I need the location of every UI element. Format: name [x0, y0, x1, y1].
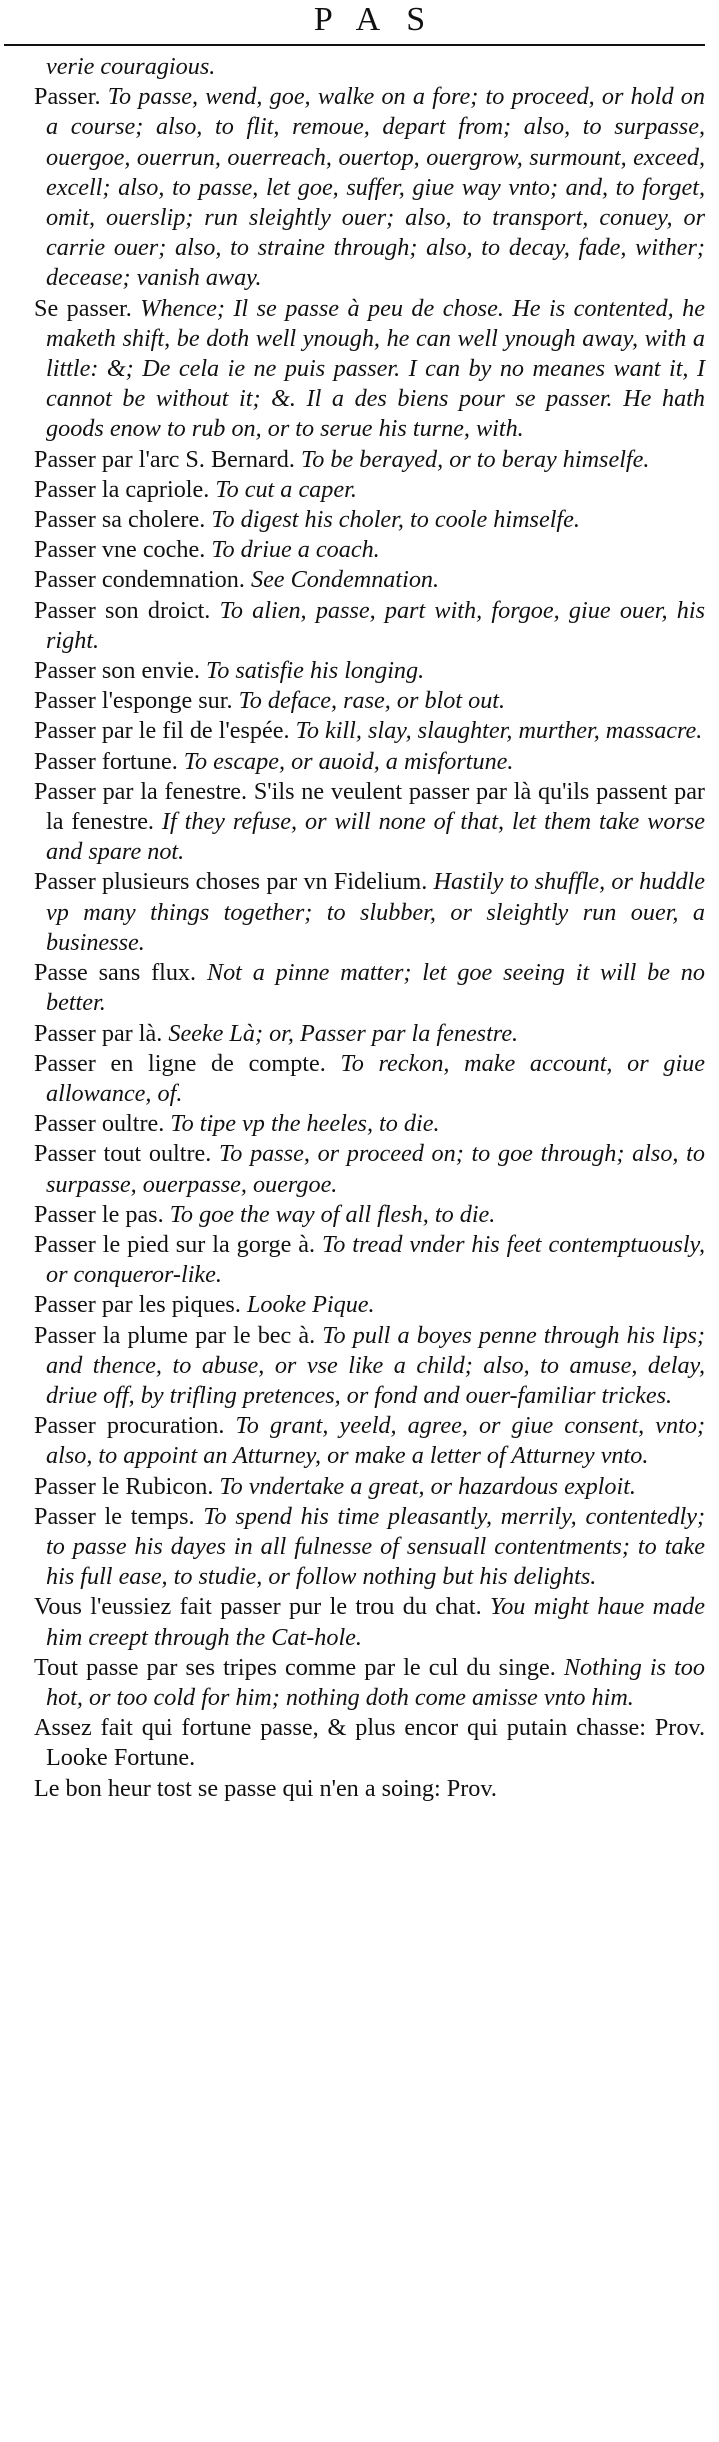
entry-headword: Passer par les piques.	[34, 1291, 241, 1319]
dictionary-entry	[34, 1019, 705, 1049]
entry-gloss: To spend his time pleasantly, merrily, contentedly; to passe his dayes in all fulnesse of sensuall contentments; to take his full ease, to studie, or follow nothing but his delights.	[46, 1502, 705, 1591]
dictionary-entry	[34, 686, 705, 716]
header-rule	[4, 44, 705, 46]
entry-gloss: See Condemnation.	[244, 566, 440, 594]
entry-gloss: Whence; Il se passe à peu de chose. He is contented, he maketh shift, be doth well ynough, he can well ynough away, with a little: &; De cela ie ne puis passer. I can by no meanes want it, I cannot be without it; &. Il a des biens pour se passer. He hath goods enow to rub on, or to serue his turne, with.	[46, 294, 705, 443]
entry-gloss: Hastily to shuffle, or huddle vp many things together; to slubber, or sleightly run ouer, a businesse.	[46, 868, 705, 956]
entry-headword: Passe sans flux.	[34, 959, 197, 987]
dictionary-entry	[34, 1139, 705, 1199]
entry-headword: Assez fait qui fortune passe, & plus encor qui putain chasse: Prov. Looke Fortune.	[34, 1714, 705, 1772]
entry-headword: Passer son droict.	[34, 596, 211, 624]
entry-gloss: To tipe vp the heeles, to die.	[164, 1110, 440, 1138]
entry-gloss: Not a pinne matter; let goe seeing it will be no better.	[46, 959, 705, 1017]
entry-gloss: If they refuse, or will none of that, let them take worse and spare not.	[46, 808, 706, 866]
entry-headword: Passer en ligne de compte.	[34, 1049, 326, 1077]
dictionary-entry	[34, 1472, 705, 1502]
running-head: PAS	[313, 1, 452, 38]
dictionary-entry	[34, 1592, 705, 1652]
entry-gloss: To grant, yeeld, agree, or giue consent, vnto; also, to appoint an Atturney, or make a letter of Atturney vnto.	[46, 1412, 705, 1470]
entry-headword: Se passer.	[34, 294, 132, 322]
entry-gloss: You might haue made him creept through the Cat-hole.	[46, 1593, 705, 1651]
dictionary-entry	[34, 1653, 705, 1713]
entry-gloss: To escape, or auoid, a misfortune.	[177, 747, 514, 775]
entry-headword: Passer l'esponge sur.	[34, 687, 233, 715]
dictionary-entry	[34, 1230, 705, 1290]
entry-gloss: To tread vnder his feet contemptuously, or conqueror-like.	[46, 1230, 705, 1289]
entry-gloss: To satisfie his longing.	[199, 657, 425, 685]
entry-headword: Passer par la fenestre. S'ils ne veulent passer par là qu'ils passent par la fenestre.	[34, 777, 705, 836]
entry-gloss: To goe the way of all flesh, to die.	[163, 1200, 496, 1228]
entry-gloss: To passe, wend, goe, walke on a fore; to proceed, or hold on a course; also, to flit, remoue, depart from; also, to surpasse, ouergoe, ouerrun, ouerreach, ouertop, ouergrow, surmount, exceed, excell; also, to passe, let goe, suffer, giue way vnto; and, to forget, omit, ouerslip; run sleightly ouer; also, to transport, conuey, or carrie ouer; also, to straine through; also, to decay, fade, wither; decease; vanish away.	[46, 83, 705, 292]
dictionary-entry	[34, 535, 705, 565]
entry-headword: Passer plusieurs choses par vn Fidelium.	[34, 868, 428, 896]
entry-gloss: To pull a boyes penne through his lips; and thence, to abuse, or vse like a child; also, to amuse, delay, driue off, by trifling pretences, or fond and ouer-familiar trickes.	[46, 1321, 705, 1409]
dictionary-entry	[34, 1713, 705, 1773]
entry-headword: Passer oultre.	[34, 1110, 165, 1138]
dictionary-entry	[34, 505, 705, 535]
dictionary-entry	[34, 1109, 705, 1139]
dictionary-entry	[34, 1049, 705, 1109]
entry-headword: Passer sa cholere.	[34, 506, 206, 534]
entry-headword: Tout passe par ses tripes comme par le cul du singe.	[34, 1653, 556, 1681]
dictionary-entry	[34, 1321, 705, 1412]
entry-gloss: Looke Pique.	[240, 1291, 375, 1319]
dictionary-entry	[34, 52, 705, 82]
dictionary-entry	[34, 1411, 705, 1471]
dictionary-entry	[34, 596, 705, 656]
entry-gloss: To kill, slay, slaughter, murther, massacre.	[289, 717, 703, 745]
dictionary-entry	[34, 565, 705, 595]
dictionary-entry	[34, 958, 705, 1018]
entry-headword: Passer.	[34, 83, 101, 111]
dictionary-entry	[34, 1774, 705, 1804]
entry-headword: Passer tout oultre.	[34, 1140, 212, 1168]
entry-headword: Passer vne coche.	[34, 536, 206, 564]
entry-headword: Passer la plume par le bec à.	[34, 1321, 316, 1349]
entry-gloss: To digest his choler, to coole himselfe.	[205, 506, 580, 534]
entry-gloss: To deface, rase, or blot out.	[232, 687, 506, 715]
entry-gloss: Seeke Là; or, Passer par la fenestre.	[162, 1019, 519, 1047]
entry-gloss: To driue a coach.	[205, 536, 380, 564]
entry-gloss: To vndertake a great, or hazardous exploit.	[213, 1472, 636, 1500]
entry-headword: Passer condemnation.	[34, 566, 245, 594]
dictionary-entry	[34, 1502, 705, 1593]
entry-headword: Le bon heur tost se passe qui n'en a soing: Prov.	[34, 1774, 497, 1802]
dictionary-entry	[34, 1200, 705, 1230]
entry-headword: Passer fortune.	[34, 747, 178, 775]
entry-gloss: Nothing is too hot, or too cold for him; nothing doth come amisse vnto him.	[46, 1653, 705, 1711]
dictionary-entry	[34, 656, 705, 686]
entry-gloss: To cut a caper.	[209, 475, 357, 503]
entry-gloss: verie couragious.	[46, 53, 216, 80]
entry-gloss: To reckon, make account, or giue allowance, of.	[46, 1049, 705, 1107]
dictionary-entry	[34, 716, 705, 746]
entry-headword: Passer par l'arc S. Bernard.	[34, 445, 295, 473]
dictionary-entry	[34, 445, 705, 475]
dictionary-entry	[34, 82, 705, 293]
entry-headword: Passer son envie.	[34, 657, 200, 685]
dictionary-entry	[34, 475, 705, 505]
entry-headword: Passer le pas.	[34, 1200, 164, 1228]
entry-list	[34, 52, 705, 1804]
entry-headword: Vous l'eussiez fait passer pur le trou du chat.	[34, 1593, 482, 1621]
entry-headword: Passer par le fil de l'espée.	[34, 717, 290, 745]
entry-gloss: To passe, or proceed on; to goe through; also, to surpasse, ouerpasse, ouergoe.	[46, 1140, 705, 1198]
entry-gloss: To alien, passe, part with, forgoe, giue ouer, his right.	[46, 596, 705, 654]
entry-headword: Passer par là.	[34, 1019, 163, 1047]
entry-gloss: To be berayed, or to beray himselfe.	[294, 445, 650, 473]
entry-headword: Passer le temps.	[34, 1502, 195, 1530]
dictionary-entry	[34, 777, 705, 868]
entry-headword: Passer la capriole.	[34, 475, 210, 503]
dictionary-entry	[34, 747, 705, 777]
dictionary-entry	[34, 294, 705, 445]
dictionary-entry	[34, 1290, 705, 1320]
dictionary-entry	[34, 867, 705, 958]
entry-headword: Passer le Rubicon.	[34, 1472, 214, 1500]
entry-headword: Passer le pied sur la gorge à.	[34, 1230, 316, 1258]
entry-headword: Passer procuration.	[34, 1412, 225, 1440]
